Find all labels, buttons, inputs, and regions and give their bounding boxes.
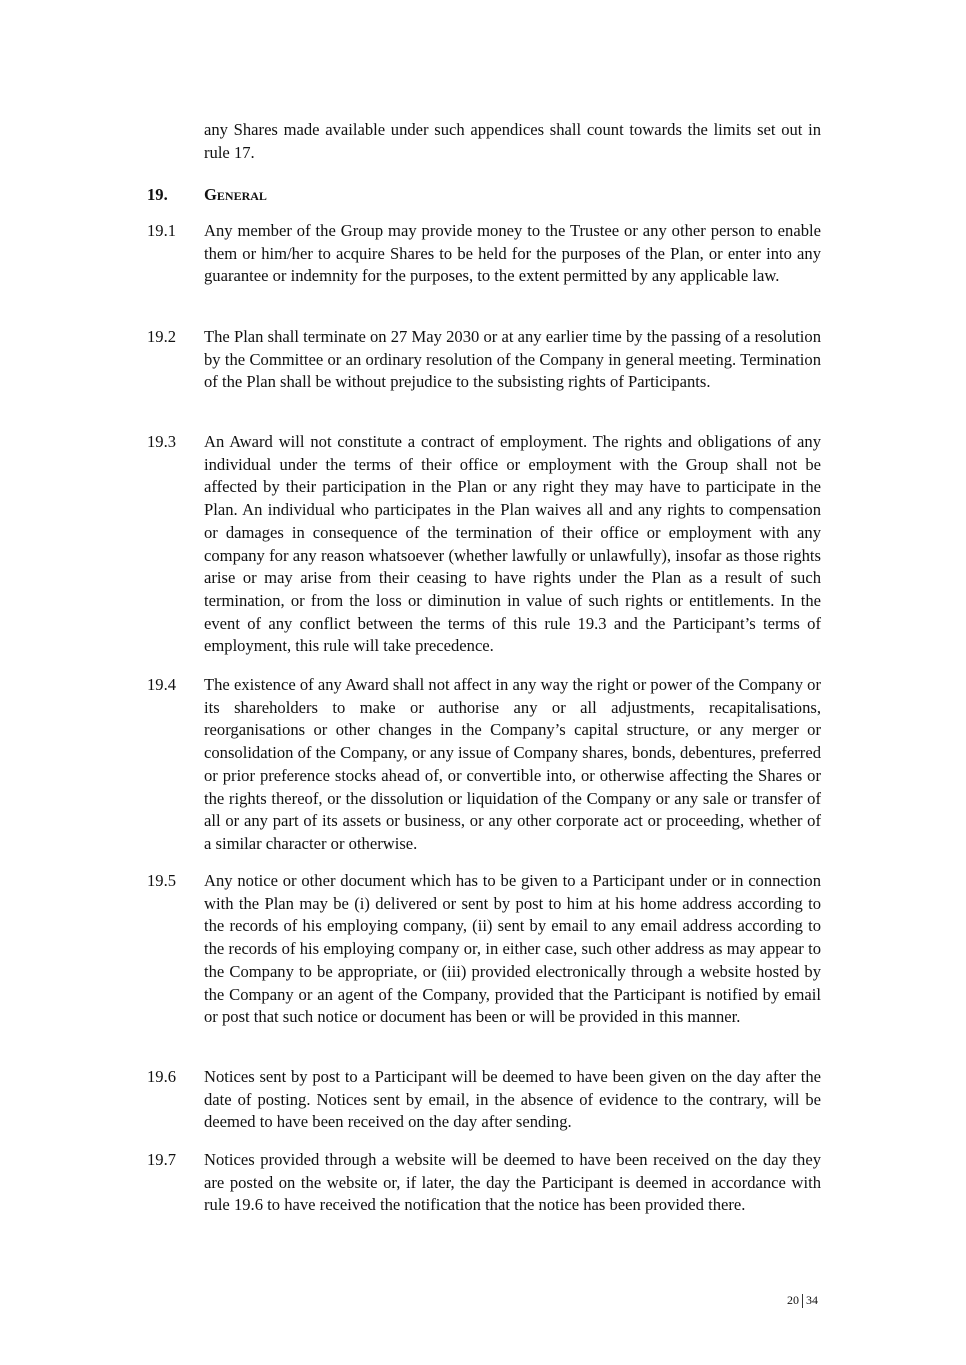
- clause-19-5: [147, 870, 821, 1029]
- continuation-paragraph: [147, 119, 821, 164]
- clause-19-6: [147, 1066, 821, 1134]
- total-pages: 34: [806, 1293, 818, 1307]
- clause-19-4: [147, 674, 821, 856]
- section-heading: [147, 184, 821, 207]
- clause-text: Notices provided through a website will be deemed to have been received on the day they are posted on the website or, if later, the day the Participant is deemed in accordance with rule 19.6 to have received the notification that the notice has been provided there.: [204, 1150, 821, 1215]
- clause-text: The Plan shall terminate on 27 May 2030 or at any earlier time by the passing of a resolution by the Committee or an ordinary resolution of the Company in general meeting. Termination of the Plan shall be without prejudice to the subsisting rights of Participants.: [204, 327, 821, 392]
- clause-19-2: [147, 326, 821, 394]
- clause-text: An Award will not constitute a contract of employment. The rights and obligations of any individual under the terms of their office or employment with the Group shall not be affected by their participation in the Plan or any right they may have to participate in the Plan. An individual who participates in the Plan waives all and any rights to compensation or damages in consequence of the termination of their office or employment with any company for any reason whatsoever (whether lawfully or unlawfully), insofar as those rights arise or may arise from their ceasing to have rights under the Plan as a result of such termination, or from the loss or diminution in value of such rights or entitlements. In the event of any conflict between the terms of this rule 19.3 and the Participant’s terms of employment, this rule will take precedence.: [204, 432, 821, 656]
- clause-19-1: [147, 220, 821, 288]
- clause-number: 19.1: [147, 221, 177, 240]
- clause-number: 19.3: [147, 432, 177, 451]
- clause-text: Any member of the Group may provide money to the Trustee or any other person to enable them or him/her to acquire Shares to be held for the purposes of the Plan, or enter into any guarantee or indemnity for the purposes, to the extent permitted by any applicable law.: [204, 221, 821, 286]
- clause-number: 19.2: [147, 327, 177, 346]
- clause-number: 19.4: [147, 675, 177, 694]
- clause-text: Any notice or other document which has to be given to a Participant under or in connection with the Plan may be (i) delivered or sent by post to him at his home address according to the records of his employing company, (ii) sent by email to any email address according to the records of his employing company or, in either case, such other address as may appear to the Company to be appropriate, or (iii) provided electronically through a website hosted by the Company or an agent of the Company, provided that the Participant is notified by email or post that such notice or document has been or will be provided in this manner.: [204, 871, 821, 1027]
- clause-text: Notices sent by post to a Participant will be deemed to have been given on the day after the date of posting. Notices sent by email, in the absence of evidence to the contrary, will be deemed to have been received on the day after sending.: [204, 1067, 821, 1132]
- section-number: 19.: [147, 185, 168, 204]
- clause-19-7: [147, 1149, 821, 1217]
- clause-number: 19.7: [147, 1150, 177, 1169]
- current-page: 20: [787, 1293, 799, 1307]
- paragraph-text: any Shares made available under such appendices shall count towards the limits set out in rule 17.: [204, 120, 821, 162]
- clause-number: 19.6: [147, 1067, 177, 1086]
- page-number: [787, 1293, 818, 1308]
- clause-19-3: [147, 431, 821, 658]
- section-title: General: [204, 185, 267, 204]
- clause-text: The existence of any Award shall not affect in any way the right or power of the Company or its shareholders to make or authorise any or all adjustments, recapitalisations, reorganisations or other changes in the Company’s capital structure, or any merger or consolidation of the Company, or any issue of Company shares, bonds, debentures, preferred or prior preference stocks ahead of, or convertible into, or otherwise affecting the Shares or the rights thereof, or the dissolution or liquidation of the Company or any sale or transfer of all or any part of its assets or business, or any other corporate act or proceeding, whether of a similar character or otherwise.: [204, 675, 821, 853]
- clause-number: 19.5: [147, 871, 177, 890]
- page-separator: [802, 1294, 803, 1308]
